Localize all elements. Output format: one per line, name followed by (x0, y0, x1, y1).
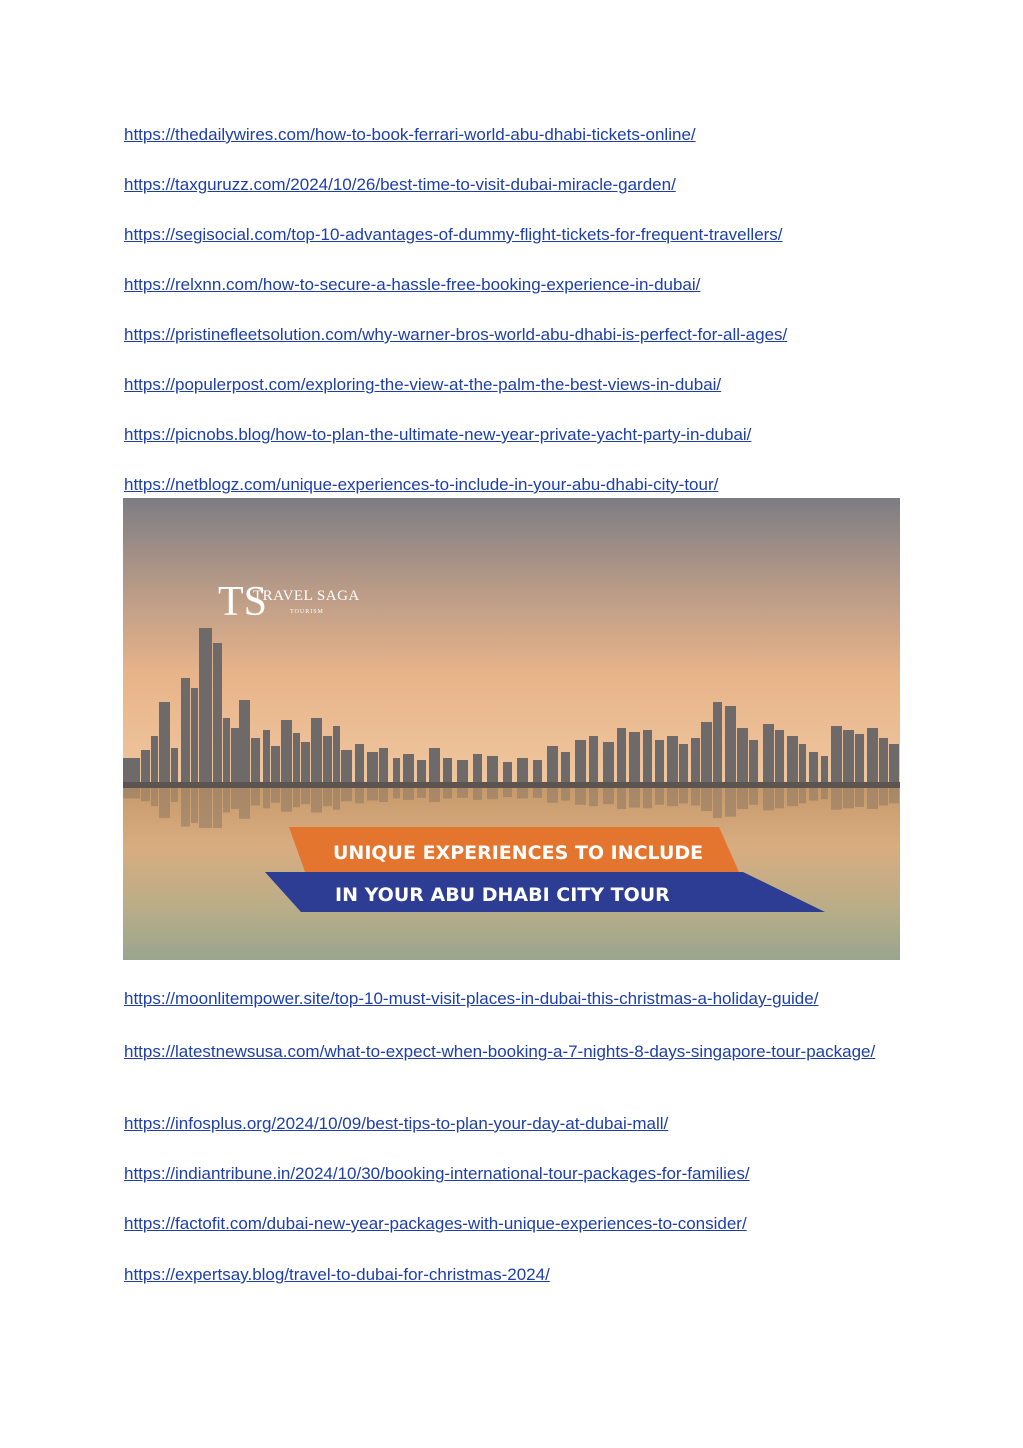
link-latestnewsusa[interactable]: https://latestnewsusa.com/what-to-expect-when-booking-a-7-nights-8-days-singapore-tour-package/ (124, 1042, 876, 1061)
link-factofit[interactable]: https://factofit.com/dubai-new-year-packages-with-unique-experiences-to-consider/ (124, 1214, 747, 1233)
link-netblogz[interactable]: https://netblogz.com/unique-experiences-to-include-in-your-abu-dhabi-city-tour/ (124, 475, 719, 494)
link-populerpost[interactable]: https://populerpost.com/exploring-the-view-at-the-palm-the-best-views-in-dubai/ (124, 375, 722, 394)
link-thedailywires[interactable]: https://thedailywires.com/how-to-book-ferrari-world-abu-dhabi-tickets-online/ (124, 125, 696, 144)
link-moonlitempower[interactable]: https://moonlitempower.site/top-10-must-visit-places-in-dubai-this-christmas-a-holiday-guide/ (124, 989, 819, 1008)
link-indiantribune[interactable]: https://indiantribune.in/2024/10/30/booking-international-tour-packages-for-families/ (124, 1164, 750, 1183)
logo-name: TRAVEL SAGA (253, 588, 360, 604)
link-infosplus[interactable]: https://infosplus.org/2024/10/09/best-tips-to-plan-your-day-at-dubai-mall/ (124, 1114, 669, 1133)
link-segisocial[interactable]: https://segisocial.com/top-10-advantages-of-dummy-flight-tickets-for-frequent-travellers/ (124, 225, 783, 244)
banner-image (123, 498, 900, 960)
link-relxnn[interactable]: https://relxnn.com/how-to-secure-a-hassle-free-booking-experience-in-dubai/ (124, 275, 701, 294)
link-pristinefleetsolution[interactable]: https://pristinefleetsolution.com/why-warner-bros-world-abu-dhabi-is-perfect-for-all-ages/ (124, 325, 788, 344)
link-picnobs[interactable]: https://picnobs.blog/how-to-plan-the-ultimate-new-year-private-yacht-party-in-dubai/ (124, 425, 752, 444)
link-taxguruzz[interactable]: https://taxguruzz.com/2024/10/26/best-time-to-visit-dubai-miracle-garden/ (124, 175, 676, 194)
ribbon-line1: UNIQUE EXPERIENCES TO INCLUDE (333, 842, 704, 864)
link-expertsay[interactable]: https://expertsay.blog/travel-to-dubai-for-christmas-2024/ (124, 1265, 550, 1284)
logo-sub: TOURISM (290, 609, 324, 615)
ribbon-line2: IN YOUR ABU DHABI CITY TOUR (335, 884, 670, 906)
logo-mark: TS (218, 579, 268, 625)
